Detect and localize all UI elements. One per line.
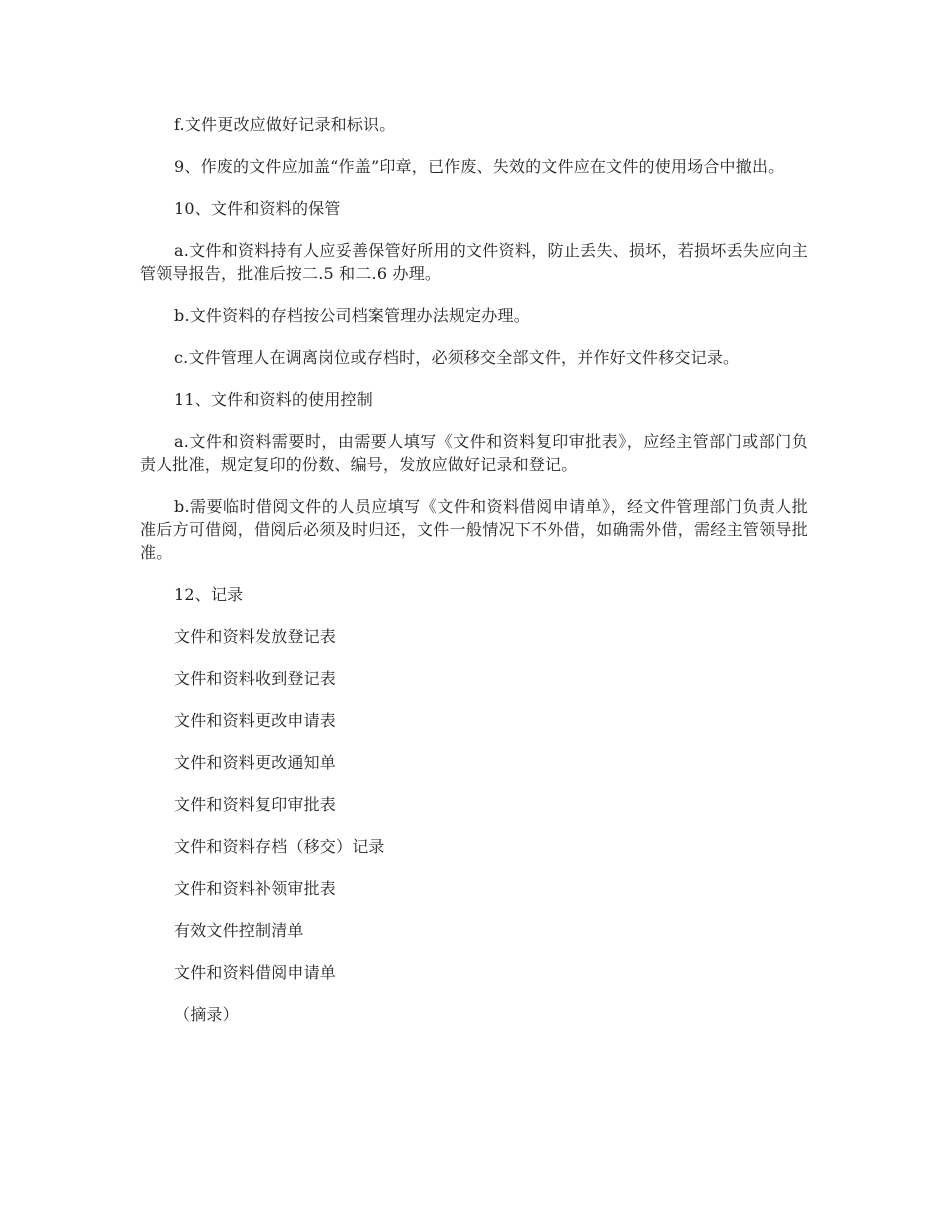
record-item-change-request: 文件和资料更改申请表	[174, 711, 337, 730]
paragraph-10c-handover: c.文件管理人在调离岗位或存档时，必须移交全部文件，并作好文件移交记录。	[174, 348, 740, 367]
paragraph-11a-copy-approval: a.文件和资料需要时，由需要人填写《文件和资料复印审批表》，应经主管部门或部门负责人批准，规定复印的份数、编号，发放应做好记录和登记。	[140, 432, 808, 474]
heading-12-records: 12、记录	[174, 585, 244, 604]
paragraph-10a-holder-storage: a.文件和资料持有人应妥善保管好所用的文件资料，防止丢失、损坏，若损坏丢失应向主管领导报告，批准后按二.5 和二.6 办理。	[140, 241, 808, 283]
paragraph-9-obsolete-documents: 9、作废的文件应加盖“作盖”印章，已作废、失效的文件应在文件的使用场合中撤出。	[174, 157, 785, 176]
record-item-reissue-approval: 文件和资料补领审批表	[174, 879, 337, 898]
paragraph-f-change-record: f.文件更改应做好记录和标识。	[174, 115, 396, 134]
record-item-change-notice: 文件和资料更改通知单	[174, 753, 337, 772]
heading-11-usage-control: 11、文件和资料的使用控制	[174, 390, 373, 409]
paragraph-10b-archiving: b.文件资料的存档按公司档案管理办法规定办理。	[174, 306, 530, 325]
record-item-receipt-register: 文件和资料收到登记表	[174, 669, 337, 688]
record-item-archive-handover: 文件和资料存档（移交）记录	[174, 837, 385, 856]
paragraph-11b-borrowing: b.需要临时借阅文件的人员应填写《文件和资料借阅申请单》，经文件管理部门负责人批准后方可借阅，借阅后必须及时归还，文件一般情况下不外借，如确需外借，需经主管领导批准。	[140, 497, 808, 562]
document-page	[140, 113, 808, 1045]
record-item-borrow-request: 文件和资料借阅申请单	[174, 963, 337, 982]
record-item-valid-document-list: 有效文件控制清单	[174, 921, 304, 940]
excerpt-note: （摘录）	[174, 1005, 239, 1024]
record-item-copy-approval: 文件和资料复印审批表	[174, 795, 337, 814]
heading-10-storage: 10、文件和资料的保管	[174, 199, 341, 218]
record-item-distribution-register: 文件和资料发放登记表	[174, 627, 337, 646]
